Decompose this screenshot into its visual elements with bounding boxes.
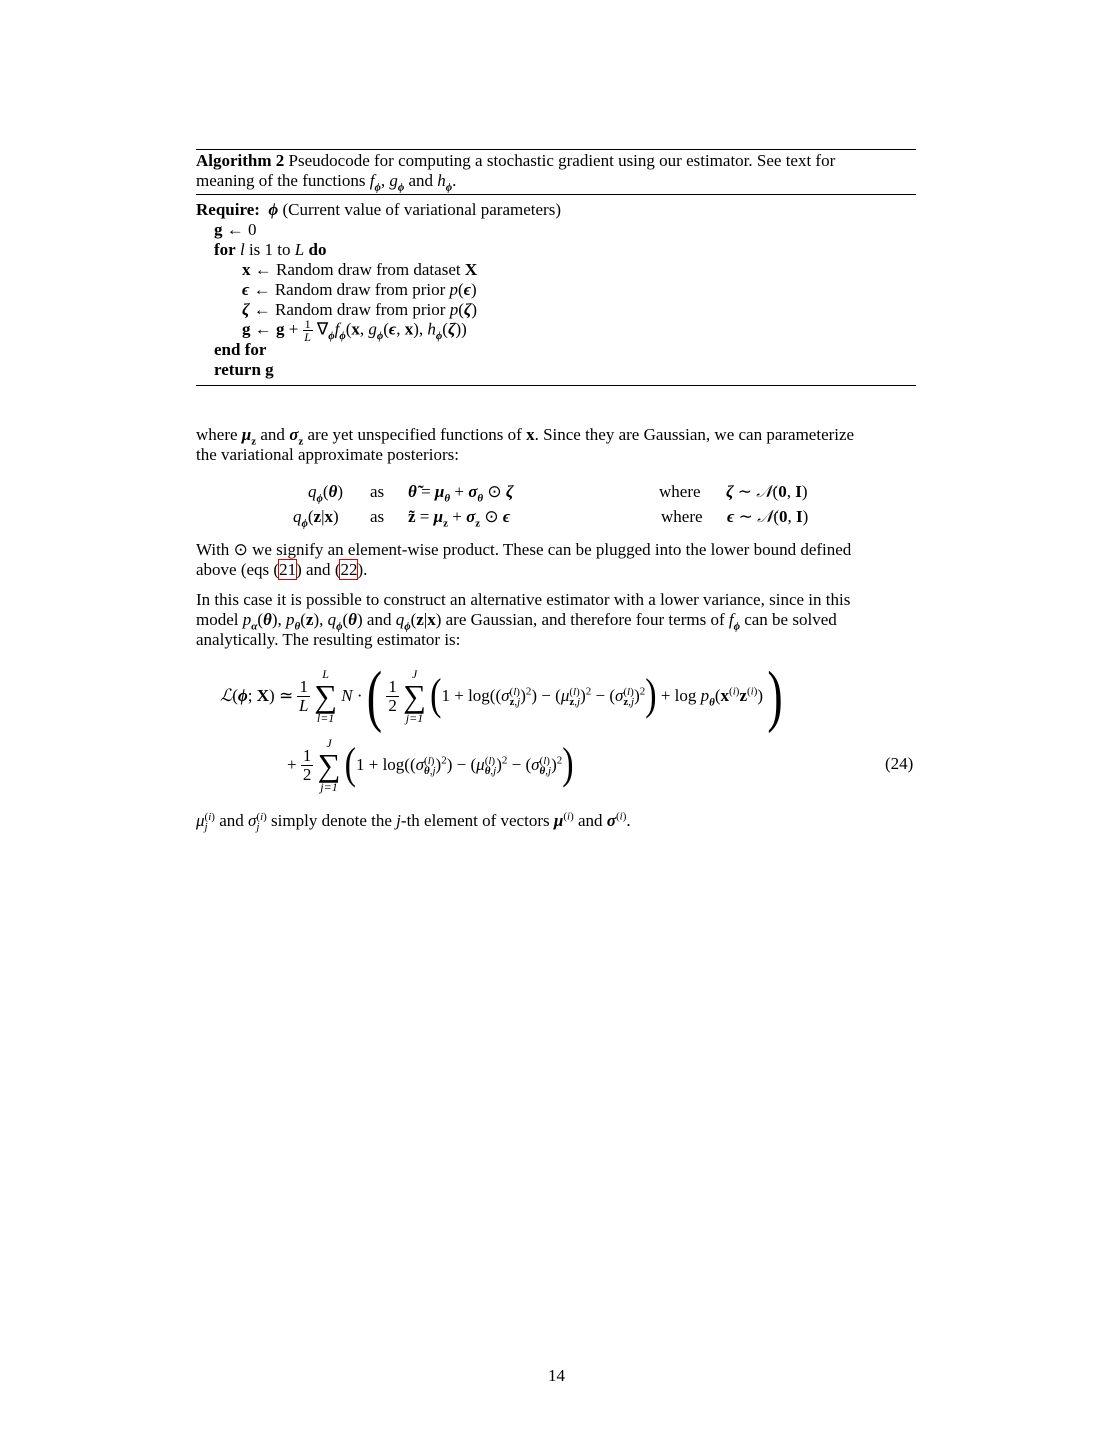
algorithm-top-rule (196, 149, 916, 150)
equation-where-1: where (659, 482, 701, 501)
algorithm-line-return: return g (214, 360, 274, 379)
algorithm-mid-rule (196, 194, 916, 195)
algorithm-label: Algorithm 2 (196, 151, 285, 170)
algorithm-line-x: x ← Random draw from dataset X (242, 260, 478, 279)
algorithm-bottom-rule (196, 385, 916, 386)
algorithm-line-init: g ← 0 (214, 220, 257, 239)
page-number: 14 (548, 1366, 565, 1385)
algorithm-line-eps: ϵ ← Random draw from prior p(ϵ) (242, 280, 477, 299)
paragraph-1: where $\mu_z$ and $\sigma_z$ are yet unspecified functions of x. Since they are Gaussian, we can parameterize the variational approximate posteriors: (196, 425, 855, 464)
equation-24-line1: ℒ(ϕ; X) ≃ $\frac{1}{L}$ L ∑ l=1 N · ( $\frac{1}{2}$ J ∑ j=1 (1 + log((σ (l) z,j )$^2$) − (μ (l) z,j )$^2$ − (σ (l) z,j )$^2) + \log p_\theta(x^{(i)}z^{(i)})$ ) (220, 657, 783, 734)
paragraph-4: μ (i) j and σ (i) j simply denote the j-th element of vectors $\mu^{(i)}$ and $\sigma^{(i)}$. (196, 810, 631, 834)
equation-zeta-prior: ζ ∼ 𝒩(0, I) (726, 482, 808, 501)
equation-as-1: as (370, 482, 385, 501)
algorithm-line-for: for l is 1 to L do (214, 240, 327, 259)
equation-eps-prior: ϵ ∼ 𝒩(0, I) (727, 507, 809, 526)
equation-24-number: (24) (885, 754, 914, 773)
equation-z-tilde: z̃ = $\mu_z + \sigma_z$ ⊙ ϵ (408, 507, 511, 530)
algorithm-line-zeta: ζ ← Random draw from prior p(ζ) (242, 300, 478, 319)
algorithm-require: Require: ϕ (Current value of variational parameters) (196, 200, 561, 219)
equation-q-theta: $q_\phi(\theta)$ (308, 482, 344, 505)
paragraph-2: With ⊙ we signify an element-wise product. These can be plugged into the lower bound defined above (eqs (21) and (22). (196, 540, 852, 579)
algorithm-line-endfor: end for (214, 340, 267, 359)
equation-ref-21[interactable]: 21 (279, 560, 297, 579)
equation-theta-tilde: θ̃ = $\mu_\theta + \sigma_\theta$ ⊙ ζ (408, 482, 514, 505)
equation-q-z: $q_\phi(z|x)$ (293, 507, 339, 530)
algorithm-caption: Algorithm 2 Pseudocode for computing a stochastic gradient using our estimator. See text for meaning of the functions $f_\phi$, $g_\phi$ and $h_\phi$. (196, 151, 836, 194)
equation-24-line2: + $\frac{1}{2}$ J ∑ j=1 (1 + log((σ (l) θ,j )$^2$) − (μ (l) θ,j )$^2$ − (σ (l) θ,j )$^2$) (287, 736, 574, 795)
equation-as-2: as (370, 507, 385, 526)
algorithm-caption-line2: meaning of the functions (196, 171, 366, 190)
algorithm-line-update: g ← g + $\frac{1}{L}$ $\nabla_\phi f_\phi(x$, $g_\phi(\epsilon$, x), $h_\phi(\zeta)$) (242, 317, 467, 344)
paragraph-3: In this case it is possible to construct an alternative estimator with a lower variance, since in this model $p_\alpha(\theta)$, $p_\theta(z)$, $q_\phi(\theta)$ and $q_\phi(z|x)$ are Gaussian, and therefore four terms of $f_\phi$ can be solved analytically. The resulting estimator is: (196, 590, 851, 649)
equation-where-2: where (661, 507, 703, 526)
equation-ref-22[interactable]: 22 (340, 560, 358, 579)
algorithm-caption-line1: Pseudocode for computing a stochastic gradient using our estimator. See text for (288, 151, 836, 170)
